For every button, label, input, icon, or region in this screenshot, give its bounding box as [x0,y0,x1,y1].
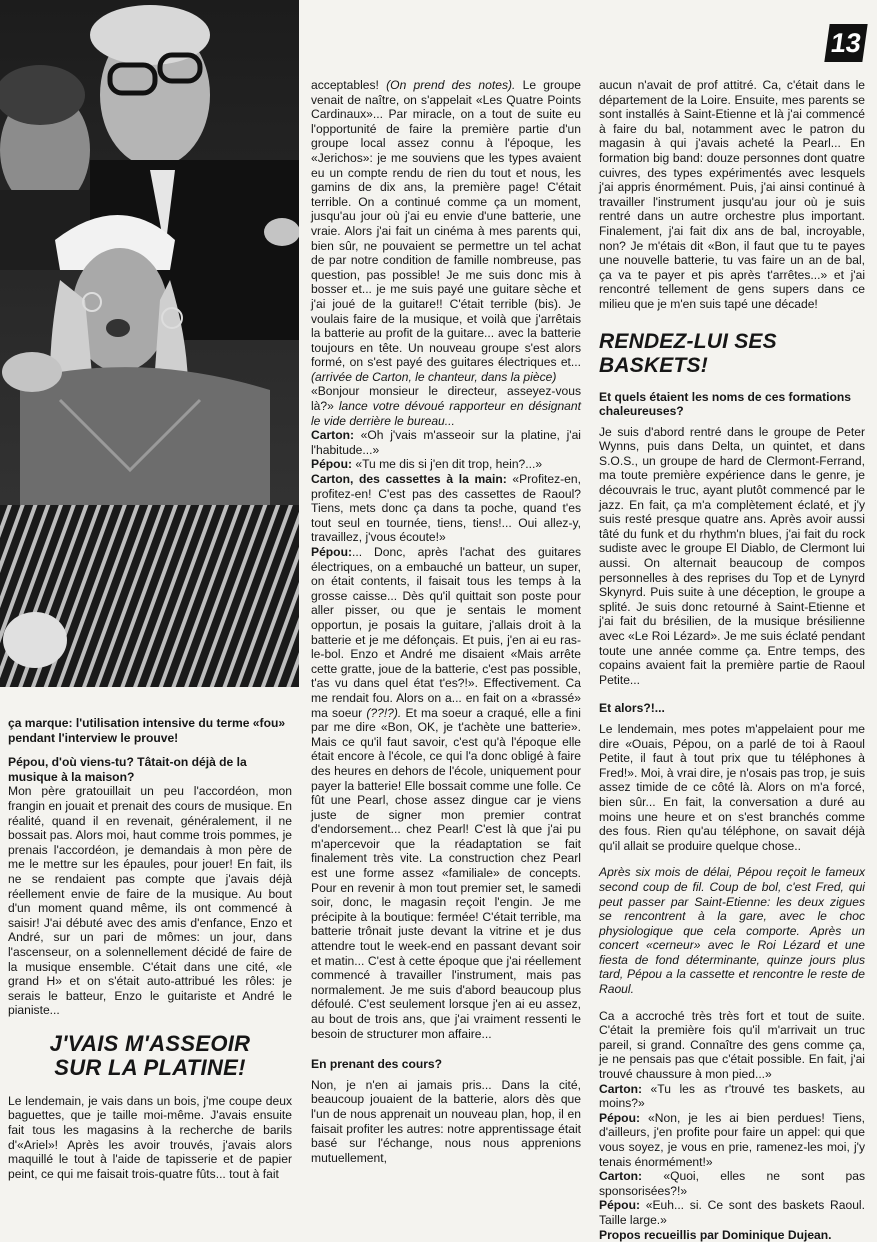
aside-italic: (??!?). [366,705,402,720]
heading-line-2: SUR LA PLATINE! [54,1054,246,1080]
intro-lead: ça marque: l'utilisation intensive du terme «fou» pendant l'interview le prouve! [8,716,286,745]
speech: «Profitez-en, profitez-en! C'est pas des cassettes de Raoul? Tiens, mets donc ça dans ta poche, quand t'es tout seul en tournée, tiens, tiens!... Oui allez-y, travaillez, j'vous écoute!» [311,472,581,545]
speaker: Carton, des cassettes à la main: [311,472,507,487]
answer-3: Non, je n'en ai jamais pris... Dans la cité, beaucoup jouaient de la batterie, alors dès que l'un de nous apprenait un nouveau plan, hop, il en faisait profiter les autres: notre apprentissage était basé sur l'échange, nous nous apprenions mutuellement, [311,1077,581,1165]
speech: Et ma soeur a craqué, elle a fini par me dire «Bon, OK, je t'achète une batterie». Mais ce qu'il faut savoir, c'est qu'à l'époque elle était encore à l'école, ce qui l'a donc obligé à faire des heures en dehors de l'école, uniquement pour payer la batterie! Elle bossait comme une folle. Ce fût une Pearl, chose assez dingue car je viens juste de signer mon premier contrat d'endorsement... chez Pearl! C'est là que j'ai pu m'apercevoir que la réadaptation se fait finalement très vite. La construction chez Pearl est une forme assez «familiale» de concepts. Pour en revenir à mon tout premier set, le samedi soir, donc, le magasin reçoit l'engin. Je me précipite à la boutique: fermée! C'était terrible, ma batterie trônait juste devant la vitrine et je dus attendre tout le week-end en passant devant soir et matin... C'est à cette époque que j'ai réellement commencé à travailler l'instrument, mais pas normalement. Je me suis d'abord beaucoup plus défoulé. C'est seulement lorsque j'en ai eu assez, au bout de trois ans, que j'ai vraiment ressenti le besoin de structurer mon affaire... [311,705,581,1041]
dialogue-carton-4 [599,1169,865,1198]
speech: «Tu les as r'trouvé tes baskets, au moins?» [599,1081,865,1111]
band-photo-image [0,0,299,687]
answer-5: Le lendemain, mes potes m'appelaient pour me dire «Ouais, Pépou, on a parlé de toi à Raoul Petite, il faut à tout prix que tu téléphones à Fred!». Moi, à vrai dire, je n'osais pas trop, je suis assez timide de ce côté là. Alors on m'a forcé, bien sûr... En fait, la conversation a duré au moins une heure et on s'est branchés comme des fous. Rien qu'au téléphone, on savait déjà qu'il allait se produire quelque chose.. [599,721,865,853]
col2-paragraph-1 [311,78,581,384]
page-number: 13 [824,24,867,62]
narration-italic: Après six mois de délai, Pépou reçoit le fameux second coup de fil. Coup de bol, c'est Fred, qui peut passer par Saint-Etienne: les deux zigues se rencontrent à la gare, avec le choc physiologique que cela comporte. Après un concert «cerneur» avec le Roi Lézard et une fiesta de fond déterminante, quinze jours plus tard, Pépou a la cassette et rencontre le reste de Raoul. [599,865,865,997]
aside-italic: (arrivée de Carton, le chanteur, dans la pièce) [311,369,557,384]
answer-4: Je suis d'abord rentré dans le groupe de Peter Wynns, puis dans Delta, un quintet, et dans S.O.S., un groupe de hard de Clermont-Ferrand, ma toute première expérience dans le genre, je découvrais le truc, ayant plutôt commencé par le jazz. En fait, ça m'a complètement éclaté, et j'y suis resté presque quatre ans. Après avoir aussi tâté du funk et du rhythm'n blues, j'ai fait du rock sudiste avec le groupe El Diablo, de Clermont lui aussi. On alternait beaucoup de compos personnelles à des reprises du Top et de Lynyrd Skynyrd. Puis suite à une déception, le groupe a splité. Je suis donc retourné à Saint-Etienne et j'ai fait du brésilien, de la musique brésilienne avec «Le Roi Lézard». Je me suis éclaté pendant toute une année comme ça. Entre temps, des copains avaient fait la première partie de Raoul Petite... [599,424,865,687]
column-2 [311,78,581,1165]
col2-paragraph-2 [311,384,581,428]
question-3: Et quels étaient les noms de ces formations chaleureuses? [599,389,852,419]
question-4: Et alors?!... [599,701,665,716]
speech: «Euh... si. Ce sont des baskets Raoul. Taille large.» [599,1198,865,1227]
column-3 [599,78,865,1242]
answer-2: Le lendemain, je vais dans un bois, j'me coupe deux baguettes, que je taille moi-même. J'avais ensuite fait tous les magasins à la recherche de barils d'«Ariel»! Après les avoir trouvés, j'avais alors maquillé le tout à l'aide de tapisserie et de papier peint, ce qui me faisait trois-quatre fûts... tout à fait [8,1093,292,1181]
text: acceptables! [311,78,379,92]
question-1: Pépou, d'où viens-tu? Tâtait-on déjà de la musique à la maison? [8,755,247,784]
speech: «Oh j'vais m'asseoir sur la platine, j'ai l'habitude...» [311,428,581,457]
speaker: Carton: [599,1169,642,1184]
speaker: Pépou: [311,457,352,472]
column-1 [8,716,292,1181]
heading-line-1: J'VAIS M'ASSEOIR [49,1030,251,1056]
credit-line: Propos recueillis par Dominique Dujean. [599,1227,832,1242]
dialogue-pepou-4 [599,1198,865,1227]
answer-6: Ca a accroché très très fort et tout de suite. C'était la première fois qu'il m'arrivait un truc pareil, si grand. Connaître des gens comme ça, je ne pensais pas que c'était possible. En fait, j'ai trouvé chaussure à mon pied...» [599,1008,865,1082]
dialogue-carton-1 [311,428,581,457]
speaker: Pépou: [599,1198,640,1213]
speaker: Carton: [599,1081,642,1096]
speaker: Pépou: [311,545,352,559]
dialogue-pepou-3 [599,1111,865,1169]
speech: «Quoi, elles ne sont pas sponsorisées?!» [599,1169,865,1198]
band-photo [0,0,299,687]
col3-paragraph-1: aucun n'avait de prof attitré. Ca, c'était dans le département de la Loire. Ensuite, mes parents se sont installés à Saint-Etienne et là j'ai commencé à faire du bal, notamment avec le patron du magasin à qui j'avais acheté la Pearl... En formation big band: douze personnes dont quatre cuivres, des types expérimentés avec lesquels j'ai appris énormément. Puis, j'ai ainsi continué à travailler l'instrument jusqu'au jour où je suis rentré dans un autre orchestre plus important. Finalement, j'ai fait dix ans de bal, incroyable, non? Je m'étais dit «Bon, il faut que tu te payes une nouvelle batterie, tu vas faire un an de bal, ça va te payer et pis après t'arrêtes...» et j'ai rencontré tellement de gens supers dans ce milieu que je m'en suis tapé une décade! [599,78,865,311]
speech: «Non, je les ai bien perdues! Tiens, d'ailleurs, j'en profite pour faire un appel: qui que vous soyez, je vous en prie, ramenez-les moi, j'y tenais énormément!» [599,1110,865,1169]
answer-1: Mon père gratouillait un peu l'accordéon, mon frangin en jouait et prenait des cours de musique. En réalité, quand il en revenait, généralement, il ne bossait pas. Alors moi, haut comme trois pommes, je prenais l'accordéon, je demandais à mon père de me le mettre sur les épaules, pour jouer! En fait, ils ne se rendaient pas compte que j'avais déjà réellement envie de faire de la musique. Au bout d'un moment quand même, ils ont commencé à saisir! J'ai débuté avec des amis d'enfance, Enzo et André, sur un pari de mômes: un jour, dans l'ascenseur, on a solennellement décidé de faire de la musique ensemble. C'était dans une cité, «le grand H» et on s'était auto-attribué les rôles: je serais le batteur, Enzo le guitariste et André le pianiste... [8,784,292,1018]
aside-italic: (On prend des notes). [386,78,516,92]
section-heading-2: RENDEZ-LUI SES BASKETS! [599,329,777,377]
dialogue-carton-3 [599,1082,865,1111]
section-heading-1 [8,1032,292,1080]
question-2: En prenant des cours? [311,1057,443,1072]
quote: «Bonjour monsieur le directeur, asseyez-vous là?» [311,384,581,414]
text: Le groupe venait de naître, on s'appelait «Les Quatre Points Cardinaux»... Par miracle, on a tout de suite eu l'opportunité de faire la première partie d'un groupe local assez connu à l'époque, les «Jerichos»: je me souviens que les types avaient eu un compte rendu de rien du tout et nous, les gamins de dix ans, la première page! C'était terrible. On a continué comme ça un moment, jusqu'au jour où j'ai eu envie d'une batterie, une vraie. Alors j'ai fait un cinéma à mes parents qui, bien sûr, ne pouvaient se permettre un tel achat de par notre condition de famille nombreuse, pas question, pas possible! Je me suis donc mis à bosser et... je me suis payé une guitare sèche et j'ai joué de la guitare!! C'était terrible (bis). Je voulais faire de la musique, et voilà que j'arrêtais la batterie au profit de la guitare... avec la batterie toujours en tête. Un nouveau groupe s'est alors formé, on s'est payé des guitares électriques et... [311,78,581,370]
speech: «Tu me dis si j'en dit trop, hein?...» [355,457,543,472]
aside-italic: lance votre dévoué rapporteur en désignant le vide derrière le bureau... [311,399,581,428]
speech: ... Donc, après l'achat des guitares électriques, on a embauché un batteur, un super, on était contents, il faisait tous les temps à la grosse caisse... Dès qu'il quittait son poste pour aller pisser, ou que je sentais le moment opportun, je posais la guitare, j'allais droit à la batterie et je me défonçais. Et puis, j'en ai eu ras-le-bol. Enzo et André me disaient «Mais arrête cette gratte, joue de la batterie, c'est pas possible, t'as vu dans quel état t'es?!». Effectivement. Ca me rendait fou. Alors on a... en fait on a «brassé» ma soeur [311,545,581,720]
dialogue-pepou-2 [311,545,581,1041]
dialogue-pepou-1 [311,457,581,472]
speaker: Pépou: [599,1110,640,1125]
dialogue-carton-2 [311,472,581,545]
speaker: Carton: [311,428,354,443]
